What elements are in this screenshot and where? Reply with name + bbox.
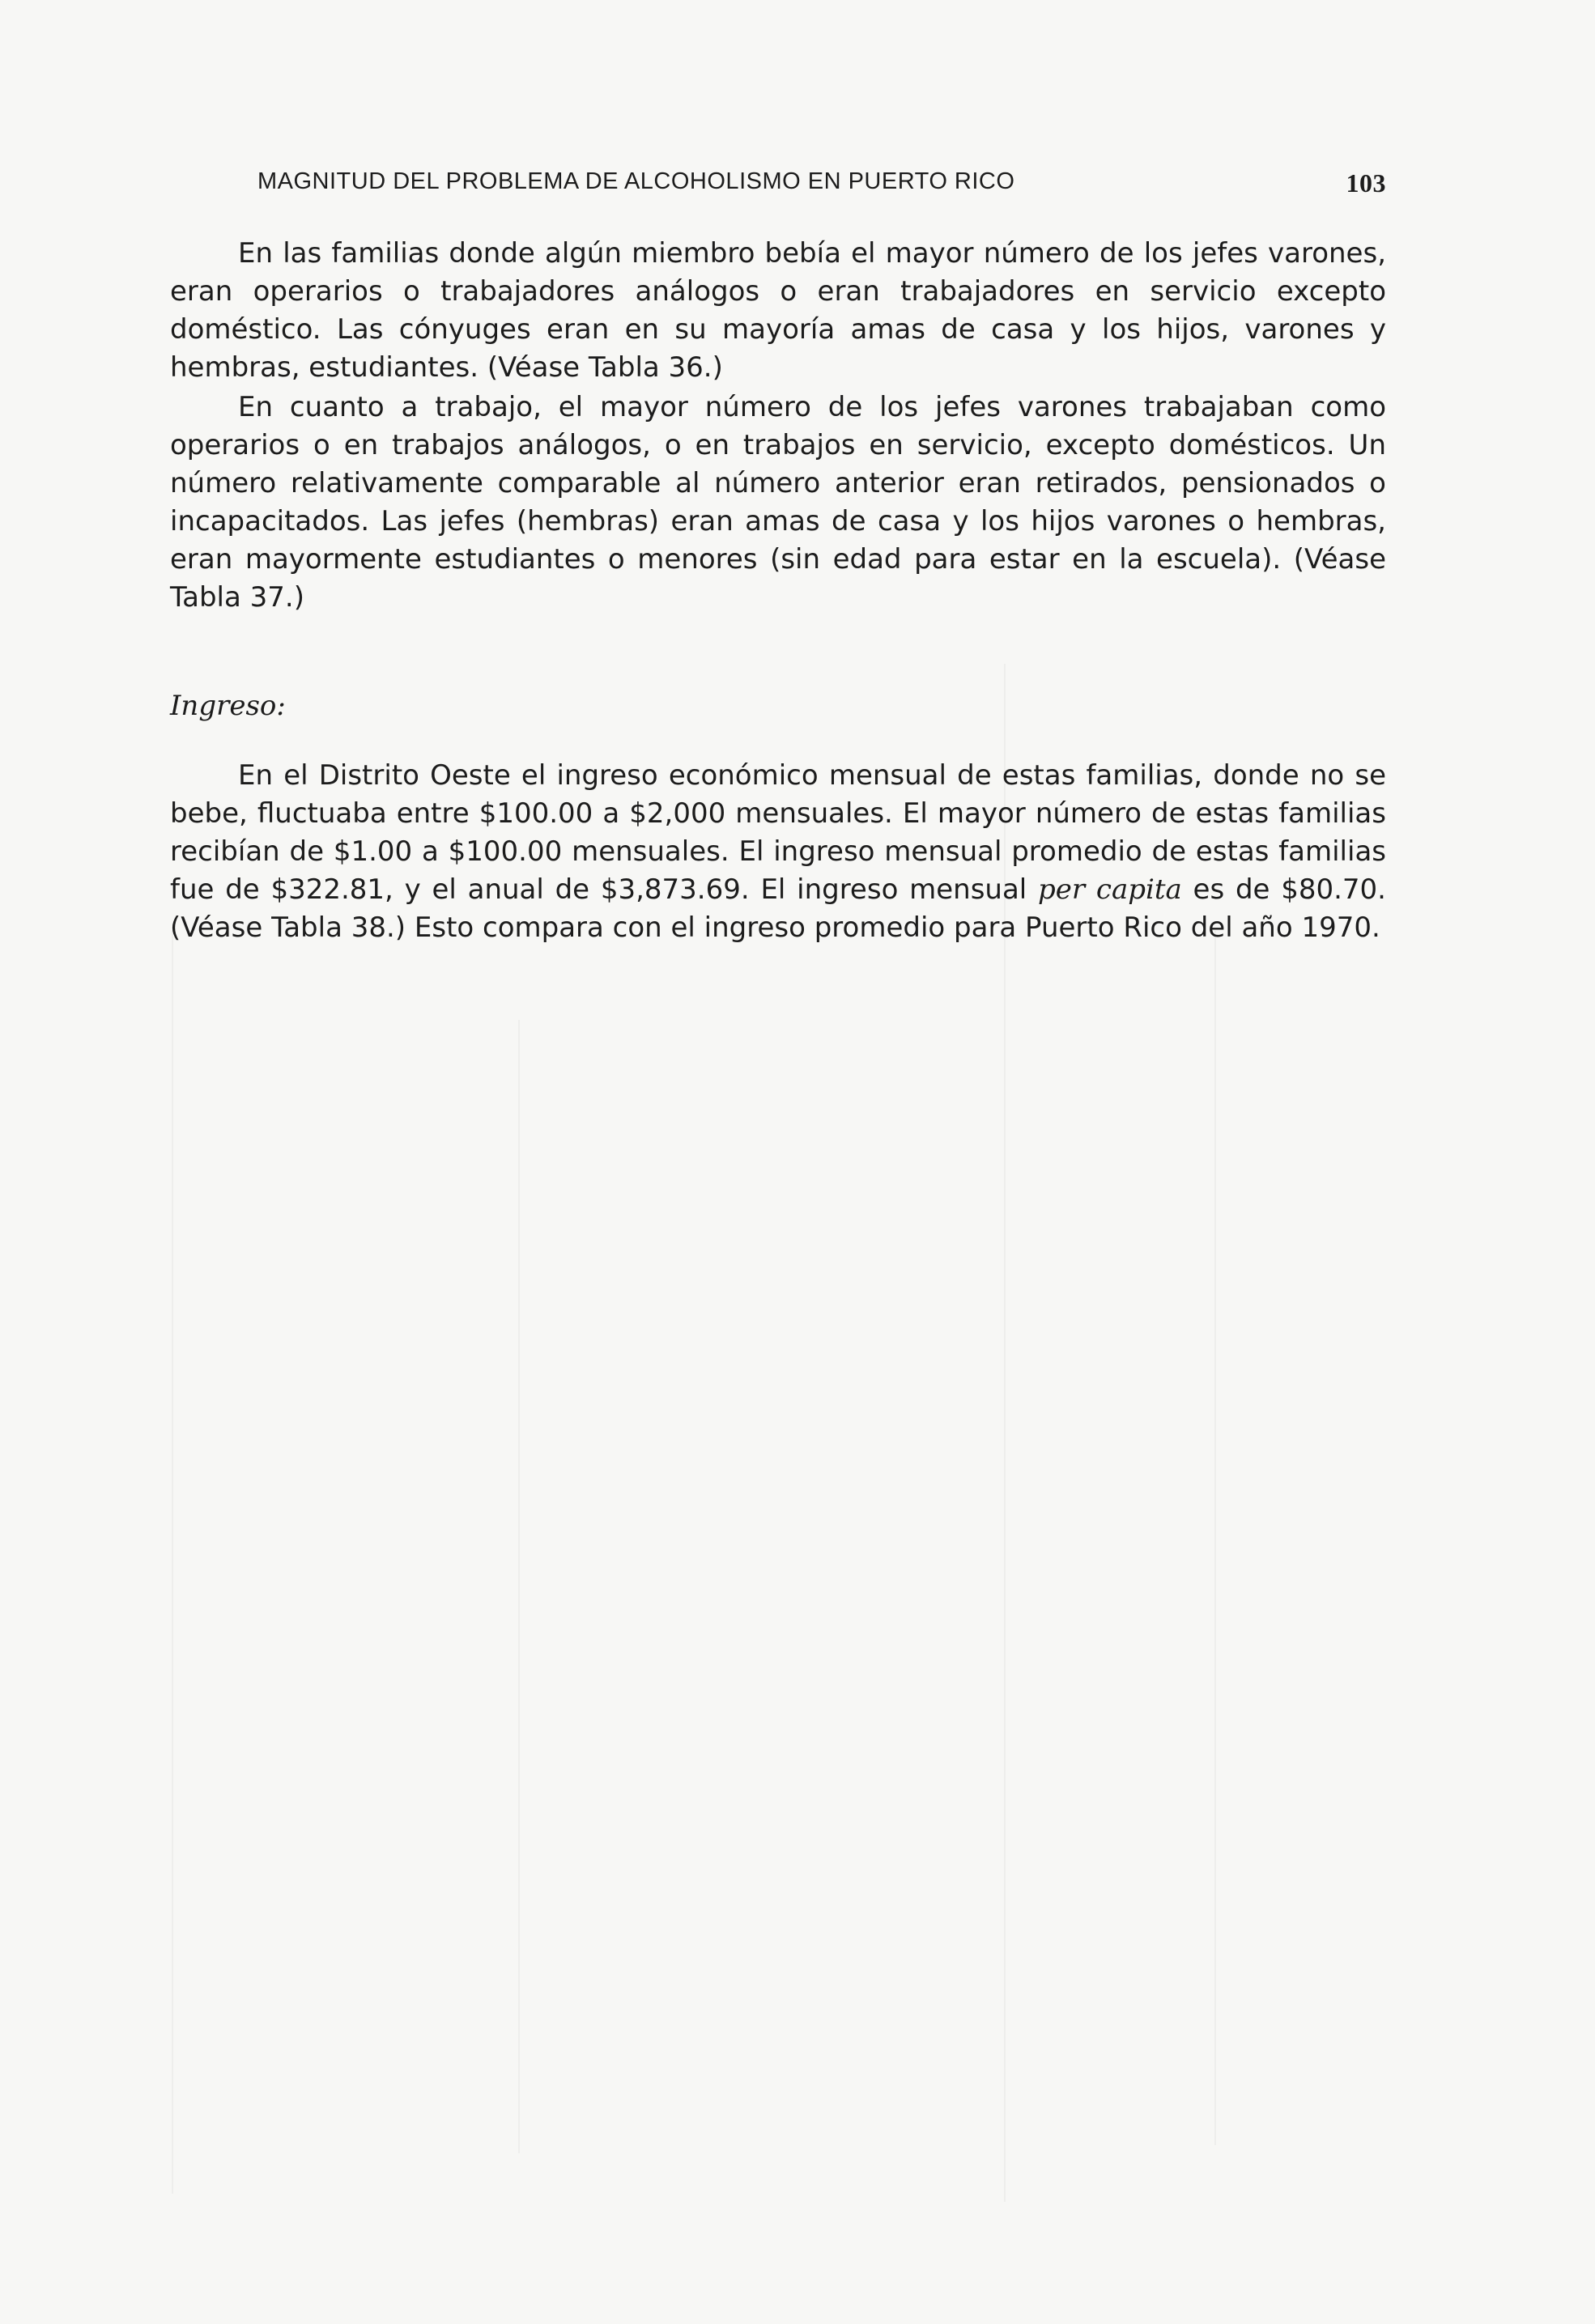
paragraph-1 [170,235,1386,387]
paragraph-3-italic: per capita [1038,873,1182,906]
bleed-through-line [518,1020,520,2153]
paragraph-3 [170,757,1386,947]
paragraph-3-part1: En el Distrito Oeste el ingreso económico mensual de estas familias, donde no se bebe, fluctuaba entre $100.00 a $2,000 mensuales. El mayor número de estas familias recibían de $1.00 a $100.00 mensuales. El ingreso mensual promedio de estas familias fue de $322.81, y el anual de $3,873.69. El ingreso mensual [170,759,1386,906]
running-header-title: MAGNITUD DEL PROBLEMA DE ALCOHOLISMO EN PUERTO RICO [257,168,1015,194]
paragraph-3-text [170,757,1386,947]
bleed-through-line [1214,931,1216,2145]
paragraph-3-part2: es de $80.70. (Véase Tabla 38.) Esto compara con el ingreso promedio para Puerto Rico del año 1970. [170,873,1386,944]
paragraph-2 [170,389,1386,617]
paragraph-2-text: En cuanto a trabajo, el mayor número de los jefes varones trabajaban como operarios o en trabajos análogos, o en trabajos en servicio, excepto domésticos. Un número relativamente comparable al número anterior eran retirados, pensionados o incapacitados. Las jefes (hembras) eran amas de casa y los hijos varones o hembras, eran mayormente estudiantes o menores (sin edad para estar en la escuela). (Véase Tabla 37.) [170,391,1386,614]
section-heading: Ingreso: [170,690,286,722]
page-number: 103 [1346,168,1386,198]
bleed-through-line [172,931,173,2194]
paragraph-1-text: En las familias donde algún miembro bebía el mayor número de los jefes varones, eran operarios o trabajadores análogos o eran trabajadores en servicio excepto doméstico. Las cónyuges eran en su mayoría amas de casa y los hijos, varones y hembras, estudiantes. (Véase Tabla 36.) [170,237,1386,384]
running-header [257,168,1386,201]
